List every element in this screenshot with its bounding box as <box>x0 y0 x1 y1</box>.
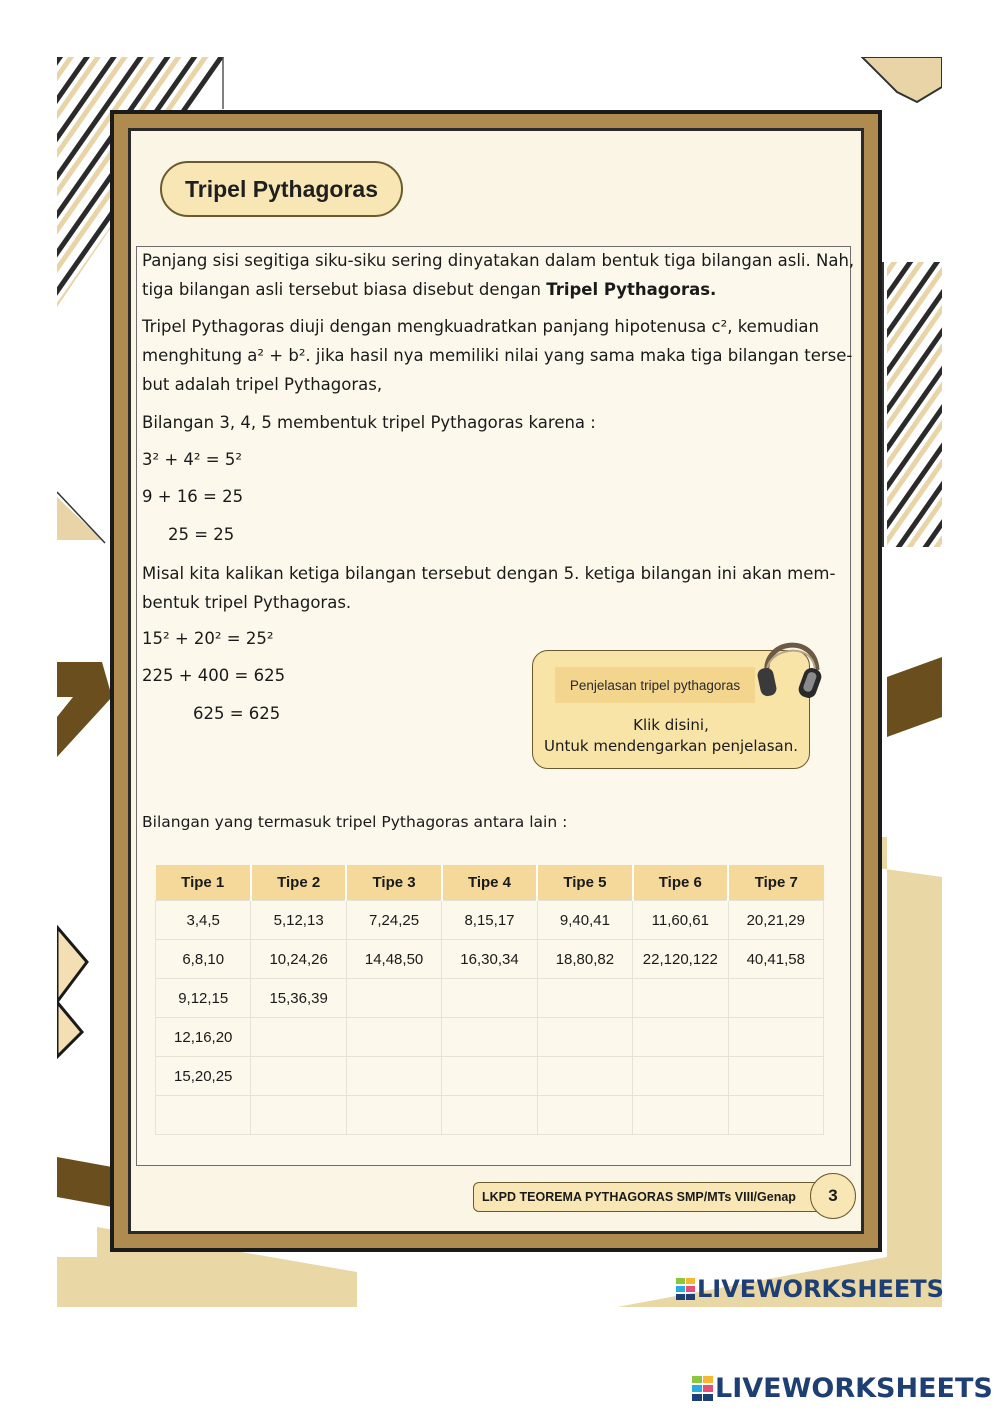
table-cell <box>728 979 823 1018</box>
table-cell: 22,120,122 <box>633 940 728 979</box>
equation-3: 25 = 25 <box>168 525 235 544</box>
header-tipe-7: Tipe 7 <box>728 865 823 901</box>
table-cell: 20,21,29 <box>728 901 823 940</box>
table-cell: 9,40,41 <box>537 901 632 940</box>
header-tipe-2: Tipe 2 <box>251 865 346 901</box>
table-cell: 40,41,58 <box>728 940 823 979</box>
equation-4: 15² + 20² = 25² <box>142 629 274 648</box>
paragraph-1-line-1: Panjang sisi segitiga siku-siku sering dinyatakan dalam bentuk tiga bilangan asli. Nah, <box>142 251 855 270</box>
equation-5: 225 + 400 = 625 <box>142 666 286 685</box>
equation-6: 625 = 625 <box>193 704 281 723</box>
table-cell <box>346 1057 441 1096</box>
table-row <box>156 1018 824 1057</box>
table-cell <box>156 1096 251 1135</box>
equation-1: 3² + 4² = 5² <box>142 450 242 469</box>
header-tipe-1: Tipe 1 <box>156 865 251 901</box>
table-cell: 10,24,26 <box>251 940 346 979</box>
table-cell: 9,12,15 <box>156 979 251 1018</box>
header-tipe-5: Tipe 5 <box>537 865 632 901</box>
liveworksheets-logo-icon <box>676 1278 696 1300</box>
table-cell: 7,24,25 <box>346 901 441 940</box>
table-row <box>156 979 824 1018</box>
table-cell <box>442 1096 537 1135</box>
table-cell: 15,20,25 <box>156 1057 251 1096</box>
table-row <box>156 901 824 940</box>
paragraph-3: Bilangan 3, 4, 5 membentuk tripel Pythagoras karena : <box>142 413 596 432</box>
table-cell <box>633 1057 728 1096</box>
table-intro: Bilangan yang termasuk tripel Pythagoras antara lain : <box>142 813 568 831</box>
header-tipe-4: Tipe 4 <box>442 865 537 901</box>
audio-instructions <box>532 715 810 757</box>
table-cell <box>728 1057 823 1096</box>
table-cell: 15,36,39 <box>251 979 346 1018</box>
table-row <box>156 1096 824 1135</box>
table-cell <box>537 979 632 1018</box>
table-cell <box>442 1057 537 1096</box>
table-cell <box>346 1096 441 1135</box>
table-cell <box>633 1096 728 1135</box>
table-cell: 18,80,82 <box>537 940 632 979</box>
table-row <box>156 940 824 979</box>
paragraph-4-line-1: Misal kita kalikan ketiga bilangan tersebut dengan 5. ketiga bilangan ini akan mem- <box>142 564 836 583</box>
table-cell <box>251 1057 346 1096</box>
table-cell <box>728 1096 823 1135</box>
table-cell <box>346 979 441 1018</box>
audio-instructions-line-1: Klik disini, <box>633 716 709 734</box>
page-number: 3 <box>810 1173 856 1219</box>
liveworksheets-wordmark-small: LIVEWORKSHEETS <box>697 1275 944 1303</box>
audio-instructions-line-2: Untuk mendengarkan penjelasan. <box>544 737 798 755</box>
liveworksheets-wordmark: LIVEWORKSHEETS <box>715 1373 993 1404</box>
footer-label: LKPD TEOREMA PYTHAGORAS SMP/MTs VIII/Genap <box>473 1182 825 1212</box>
table-cell: 14,48,50 <box>346 940 441 979</box>
liveworksheets-logo-small <box>676 1275 944 1303</box>
paragraph-2-line-3: but adalah tripel Pythagoras, <box>142 375 383 394</box>
pythagorean-triples-table <box>155 865 824 1135</box>
equation-2: 9 + 16 = 25 <box>142 487 244 506</box>
table-cell <box>537 1018 632 1057</box>
paragraph-1-line-2: tiga bilangan asli tersebut biasa disebut dengan Tripel Pythagoras. <box>142 280 717 299</box>
table-cell <box>633 979 728 1018</box>
table-header-row <box>156 865 824 901</box>
table-cell <box>251 1096 346 1135</box>
liveworksheets-logo[interactable] <box>692 1373 993 1404</box>
table-cell <box>442 979 537 1018</box>
table-row <box>156 1057 824 1096</box>
table-cell <box>728 1018 823 1057</box>
page-title: Tripel Pythagoras <box>160 161 403 217</box>
table-cell <box>251 1018 346 1057</box>
play-explanation-button[interactable]: Penjelasan tripel pythagoras <box>555 667 755 703</box>
table-cell <box>442 1018 537 1057</box>
table-cell <box>346 1018 441 1057</box>
table-cell: 16,30,34 <box>442 940 537 979</box>
table-cell: 5,12,13 <box>251 901 346 940</box>
paragraph-4-line-2: bentuk tripel Pythagoras. <box>142 593 352 612</box>
headphones-icon[interactable] <box>755 628 825 703</box>
header-tipe-3: Tipe 3 <box>346 865 441 901</box>
table-cell <box>633 1018 728 1057</box>
table-cell: 11,60,61 <box>633 901 728 940</box>
table-cell: 8,15,17 <box>442 901 537 940</box>
paragraph-2-line-1: Tripel Pythagoras diuji dengan mengkuadratkan panjang hipotenusa c², kemudian <box>142 317 819 336</box>
header-tipe-6: Tipe 6 <box>633 865 728 901</box>
table-cell: 3,4,5 <box>156 901 251 940</box>
table-cell <box>537 1096 632 1135</box>
liveworksheets-logo-icon <box>692 1376 714 1402</box>
table-cell: 6,8,10 <box>156 940 251 979</box>
term-tripel-pythagoras: Tripel Pythagoras. <box>546 280 717 299</box>
paragraph-2-line-2: menghitung a² + b². jika hasil nya memiliki nilai yang sama maka tiga bilangan terse- <box>142 346 853 365</box>
table-cell: 12,16,20 <box>156 1018 251 1057</box>
table-cell <box>537 1057 632 1096</box>
